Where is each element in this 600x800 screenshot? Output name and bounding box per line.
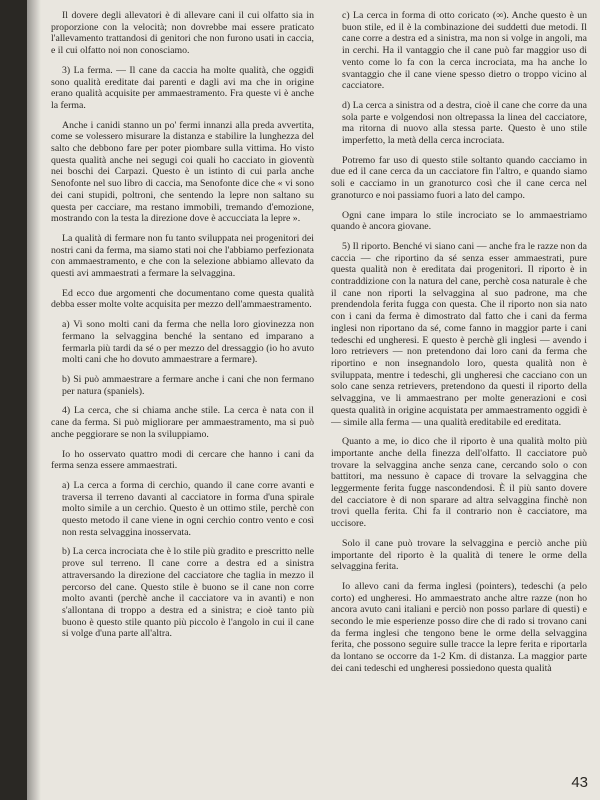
book-page [27, 0, 600, 800]
paragraph: Io ho osservato quattro modi di cercare che hanno i cani da ferma senza essere ammaestrati. [51, 448, 314, 472]
paragraph: Potremo far uso di questo stile soltanto quando cacciamo in due ed il cane cerca da un cacciatore fin l'altro, e quando siamo soli e cacciamo in un granoturco così che il cane cerca nel granoturco e noi passiamo fuori a lato del campo. [331, 154, 587, 201]
list-item-b: b) La cerca incrociata che è lo stile più gradito e prescritto nelle prove sul terreno. Il cane corre a destra ed a sinistra attraversando la direzione del cacciatore che taglia in mezzo il percorso del cane. Questo stile è buono se il cane non corre molto avanti (perchè anche il cacciatore va in avanti) e non s'allontana di troppo a destra ed a sinistra; e cioè tanto più buono è questo stile quanto più piccolo è l'angolo in cui il cane si volge d'una parte all'altra. [62, 546, 314, 640]
paragraph: Ogni cane impara lo stile incrociato se lo ammaestriamo quando è ancora giovane. [331, 209, 587, 233]
right-column [331, 10, 587, 683]
paragraph: Il dovere degli allevatori è di allevare cani il cui olfatto sia in proporzione con la velocità; non dovrebbe mai essere praticato l'allevamento trattandosi di genitori che non furono usati in caccia, e il cui olfatto noi non conosciamo. [51, 10, 314, 57]
list-item-a: a) La cerca a forma di cerchio, quando il cane corre avanti e traversa il terreno davanti al cacciatore in forma d'una spirale molto simile a un cerchio. Questo è un ottimo stile, perchè con questo metodo il cane viene in ogni cerchio contro vento e così non resta selvaggina inosservata. [62, 479, 314, 538]
paragraph-la-ferma: 3) La ferma. — Il cane da caccia ha molte qualità, che oggidì sono qualità ereditate dai parenti e dagli avi ma che in origine erano qualità acquisite per ammaestramento. Fra queste vi è anche la ferma. [51, 64, 314, 111]
paragraph: Io allevo cani da ferma inglesi (pointers), tedeschi (a pelo corto) ed ungheresi. Ho ammaestrato anche altre razze (non ho ancora avuto cani italiani e perciò non posso parlare di questi) e secondo le mie esperienze posso dire che di rado si trovano cani da ferma inglesi che tengono bene le orme della selvaggina ferita, che possono seguire sulle tracce la lepre ferita e riportarla da lontano se occorre da 1-2 Km. di distanza. La maggior parte dei cani tedeschi ed ungheresi possiedono questa qualità [331, 580, 587, 674]
list-item-b: b) Si può ammaestrare a fermare anche i cani che non fermano per natura (spaniels). [62, 373, 314, 397]
binding-shadow [27, 0, 41, 800]
paragraph-la-cerca: 4) La cerca, che si chiama anche stile. La cerca è nata con il cane da ferma. Si può migliorare per ammaestramento, ma si può anche peggiorare se non la sviluppiamo. [51, 405, 314, 440]
paragraph: La qualità di fermare non fu tanto sviluppata nei progenitori dei nostri cani da ferma, ma siamo stati noi che l'abbiamo perfezionata con ammaestramento, e che con la selezione abbiamo allevato da questi avi ammaestrati a fermare la selvaggina. [51, 232, 314, 280]
list-item-a: a) Vi sono molti cani da ferma che nella loro giovinezza non fermano la selvaggina benché la sentano ed imparano a fermarla più tardi da sé o per mezzo del dressaggio (io ho avuto molti cani che ho dovuto ammaestrare a fermare). [62, 319, 314, 366]
left-column [51, 10, 314, 648]
paragraph-il-riporto: 5) Il riporto. Benché vi siano cani — anche fra le razze non da caccia — che riportino da sé senza esser ammaestrati, pure questa qualità non è ereditata dai progenitori. Il riporto è in contraddizione con la natura del cane, perchè cosa naturale è che il cane non riporti la selvaggina al suo padrone, ma che prendendola ferita fugga con questa. Che il riporto non sia nato con i cani da ferma è dimostrato dal fatto che i cani da ferma inglesi non riportano da sé, come fanno in maggior parte i cani tedeschi ed ungheresi. E questo è perchè gli inglesi — avendo i loro retrievers — non pretendono dai loro cani da ferma che riportino e non insegnandolo loro, questa qualità non è sviluppata, mentre i tedeschi, gli ungheresi che cacciano con un solo cane senza retrievers, pretendono da questi il riporto della selvaggina, ve li ammaestrano per molte generazioni e così questa qualità in origine acquistata per ammaestramento oggidì è — simile alla ferma — una qualità ereditabile ed ereditata. [331, 240, 587, 428]
list-item-d: d) La cerca a sinistra od a destra, cioè il cane che corre da una sola parte e volgendosi non oltrepassa la linea del cacciatore, ma ritorna di nuovo alla stessa parte. Questo è uno stile imperfetto, la metà della cerca incrociata. [342, 99, 587, 147]
page-number: 43 [571, 774, 588, 791]
paragraph: Solo il cane può trovare la selvaggina e perciò anche più importante del riporto è la qualità di tenere le orme della selvaggina ferita. [331, 537, 587, 573]
paragraph: Anche i canidi stanno un po' fermi innanzi alla preda avvertita, come se volessero misurare la distanza e stabilire la lunghezza del salto che debbono fare per poter piombare sulla vittima. Ho visto questa qualità anche nei segugi coi quali ho cacciato in gioventù nei boschi dei Carpazi. Questo è un istinto di cui parla anche Senofonte nel suo libro di caccia, ma Senofonte dice che « vi sono dei cani stupidi, poltroni, che sentendo la lepre non saltano su questa per cacciare, ma restano immobili, tremando d'emozione, mostrando con la testa la direzione dove è accucciata la lepre ». [51, 119, 314, 225]
paragraph: Quanto a me, io dico che il riporto è una qualità molto più importante anche della finezza dell'olfatto. Il cacciatore può trovare la selvaggina anche senza cane, cercando solo o con battitori, ma nessuno è capace di trovare la selvaggina che leggermente ferita fugge nascondendosi. È il più santo dovere del cacciatore è di non sparare ad altra selvaggina finchè non trovi quella ferita. Chi fa il contrario non è cacciatore, ma uccisore. [331, 436, 587, 530]
paragraph: Ed ecco due argomenti che documentano come questa qualità debba esser molte volte acquisita per mezzo dell'ammaestramento. [51, 287, 314, 311]
list-item-c: c) La cerca in forma di otto coricato (∞). Anche questo è un buon stile, ed il è la combinazione dei suddetti due metodi. Il cane corre a destra ed a sinistra, ma non si volge in angoli, ma in cerchi. Ha il vantaggio che il cane può far maggior uso di vento come lo fa con la cerca incrociata, ma ha anche lo svantaggio che il cane viene spesso dietro o troppo vicino al cacciatore. [342, 10, 587, 92]
